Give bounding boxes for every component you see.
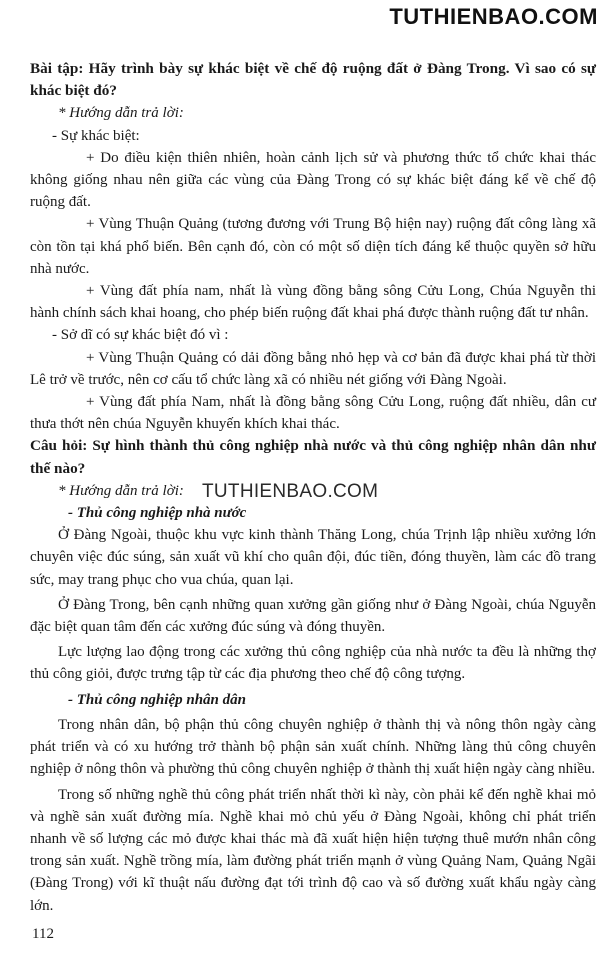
state-paragraph: Ở Đàng Ngoài, thuộc khu vực kinh thành Thăng Long, chúa Trịnh lập nhiều xưởng lớn chuyên việc đúc súng, sản xuất vũ khí cho quân đội, đúc tiền, đóng thuyền, làm các đồ trang sức, may trang phục cho vua chúa, quan lại. [30,527,596,588]
people-paragraph: Trong số những nghề thủ công phát triển nhất thời kì này, còn phải kể đến nghề khai mỏ và nghề sản xuất đường mía. Nghề khai mỏ chủ yếu ở Đàng Ngoài, không chỉ phát triển nhanh về số lượng các mỏ được khai thác mà đã xuất hiện hiện tượng thuê mướn nhân công trong sản xuất. Nghề trồng mía, làm đường phát triển mạnh ở vùng Quảng Nam, Quảng Ngãi (Đàng Trong) với kĩ thuật nấu đường đạt tới trình độ cao và số đường xuất khẩu ngày càng lớn. [30,786,596,914]
page-number: 112 [32,926,54,942]
reason-heading: - Sở dĩ có sự khác biệt đó vì : [52,327,229,344]
difference-point: + Do điều kiện thiên nhiên, hoàn cảnh lịch sử và phương thức tổ chức khai thác không giống nhau nên giữa các vùng của Đàng Trong có sự khác biệt đáng kể về chế độ ruộng đất. [30,149,596,211]
reason-point: + Vùng Thuận Quảng có dải đồng bằng nhỏ hẹp và cơ bản đã được khai phá từ thời Lê trở về trước, nên cơ cấu tổ chức làng xã có nhiều nét giống với Đàng Ngoài. [30,349,596,388]
question2-guide-label: * Hướng dẫn trả lời: [58,482,184,499]
watermark-top: TUTHIENBAO.COM [389,4,598,29]
difference-point: + Vùng Thuận Quảng (tương đương với Trung Bộ hiện nay) ruộng đất công làng xã còn tồn tại khá phổ biến. Bên cạnh đó, còn có một số diện tích đáng kể thuộc quyền sở hữu nhà nước. [30,216,596,277]
exercise-guide-label: * Hướng dẫn trả lời: [58,105,184,122]
state-handicraft-heading: - Thủ công nghiệp nhà nước [68,505,247,522]
watermark-middle: TUTHIENBAO.COM [202,481,379,502]
people-paragraph: Trong nhân dân, bộ phận thủ công chuyên nghiệp ở thành thị và nông thôn ngày càng phát triển và có xu hướng trở thành bộ phận sản xuất chính. Những làng thủ công chuyên nghiệp ở nông thôn và phường thủ công chuyên nghiệp ở thành thị xuất hiện ngày càng nhiều. [30,716,596,778]
question2-text: Câu hỏi: Sự hình thành thủ công nghiệp nhà nước và thủ công nghiệp nhân dân như thế nào? [30,437,596,477]
people-handicraft-heading: - Thủ công nghiệp nhân dân [68,691,246,708]
difference-point: + Vùng đất phía nam, nhất là vùng đồng bằng sông Cửu Long, Chúa Nguyễn thi hành chính sách khai hoang, cho phép biến ruộng đất khai phá được thành ruộng đất tư nhân. [30,283,596,322]
state-paragraph: Ở Đàng Trong, bên cạnh những quan xưởng gần giống như ở Đàng Ngoài, chúa Nguyễn đặc biệt quan tâm đến các xưởng đúc súng và đóng thuyền. [30,596,596,636]
difference-heading: - Sự khác biệt: [52,127,140,144]
state-paragraph: Lực lượng lao động trong các xưởng thủ công nghiệp của nhà nước ta đều là những thợ thủ công giỏi, được trưng tập từ các địa phương theo chế độ công tượng. [30,644,596,683]
page-content [30,58,596,917]
exercise-question: Bài tập: Hãy trình bày sự khác biệt về chế độ ruộng đất ở Đàng Trong. Vì sao có sự khác biệt đó? [30,60,596,100]
reason-point: + Vùng đất phía Nam, nhất là đồng bằng sông Cửu Long, ruộng đất nhiều, dân cư thưa thớt nên chúa Nguyễn khuyến khích khai thác. [30,394,596,433]
